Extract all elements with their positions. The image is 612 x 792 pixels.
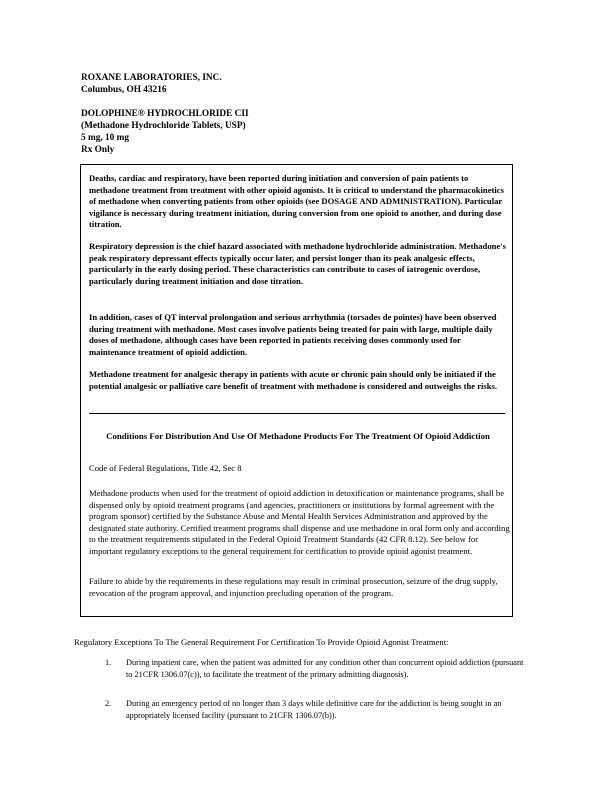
company-name: ROXANE LABORATORIES, INC. (81, 73, 222, 83)
conditions-title: Conditions For Distribution And Use Of Methadone Products For The Treatment Of Opioid Addiction (106, 431, 490, 441)
divider (89, 413, 505, 414)
exceptions-title: Regulatory Exceptions To The General Requirement For Certification To Provide Opioid Agonist Treatment: (74, 637, 449, 647)
strengths: 5 mg, 10 mg (81, 133, 130, 143)
boxed-warning (80, 164, 513, 617)
company-location: Columbus, OH 43216 (81, 85, 167, 95)
exception-text: During an emergency period of no longer than 3 days while definitive care for the addiction is being sought in an appropriately licensed facility (pursuant to 21CFR 1306.07(b)). (126, 699, 502, 720)
product-name: DOLOPHINE® HYDROCHLORIDE CII (81, 109, 249, 119)
regulation-paragraph: Methadone products when used for the treatment of opioid addiction in detoxification or maintenance programs, shall be dispensed only by opioid treatment programs (and agencies, practitioners or institutions by formal agreement with the program sponsor) certified by the Substance Abuse and Mental Health Services Administration and approved by the designated state authority. Certified treatment programs shall dispense and use methadone in oral form only and according to the treatment requirements stipulated in the Federal Opioid Treatment Standards (42 CFR 8.12). See below for important regulatory exceptions to the general requirement for certification to provide opioid agonist treatment. (89, 488, 510, 556)
exception-number: 2. (105, 699, 112, 708)
warning-paragraph-respiratory: Respiratory depression is the chief hazard associated with methadone hydrochloride administration. Methadone's peak respiratory depressant effects typically occur later, and persist longer than its peak analgesic effects, particularly in the early dosing period. These characteristics can contribute to cases of iatrogenic overdose, particularly during treatment initiation and dose titration. (89, 241, 506, 286)
warning-paragraph-deaths: Deaths, cardiac and respiratory, have been reported during initiation and conversion of pain patients to methadone treatment from treatment with other opioid agonists. It is critical to understand the pharmacokinetics of methadone when converting patients from other opioids (see DOSAGE AND ADMINISTRATION). Particular vigilance is necessary during treatment initiation, during conversion from one opioid to another, and during dose titration. (89, 173, 504, 230)
cfr-reference: Code of Federal Regulations, Title 42, Sec 8 (89, 463, 242, 473)
warning-paragraph-analgesic: Methadone treatment for analgesic therapy in patients with acute or chronic pain should only be initiated if the potential analgesic or palliative care benefit of treatment with methadone is considered and outweighs the risks. (89, 369, 498, 391)
exception-text: During inpatient care, when the patient was admitted for any condition other than concurrent opioid addiction (pursuant to 21CFR 1306.07(c)), to facilitate the treatment of the primary admitting diagnosis). (126, 658, 524, 679)
rx-only: Rx Only (81, 145, 115, 155)
warning-paragraph-qt: In addition, cases of QT interval prolongation and serious arrhythmia (torsades de pointes) have been observed during treatment with methadone. Most cases involve patients being treated for pain with large, multiple daily doses of methadone, although cases have been reported in patients receiving doses commonly used for maintenance treatment of opioid addiction. (89, 312, 497, 357)
exception-number: 1. (105, 658, 112, 667)
label-header (81, 72, 249, 156)
generic-name: (Methadone Hydrochloride Tablets, USP) (81, 121, 246, 131)
failure-paragraph: Failure to abide by the requirements in these regulations may result in criminal prosecution, seizure of the drug supply, revocation of the program approval, and injunction precluding operation of the program. (89, 576, 498, 598)
